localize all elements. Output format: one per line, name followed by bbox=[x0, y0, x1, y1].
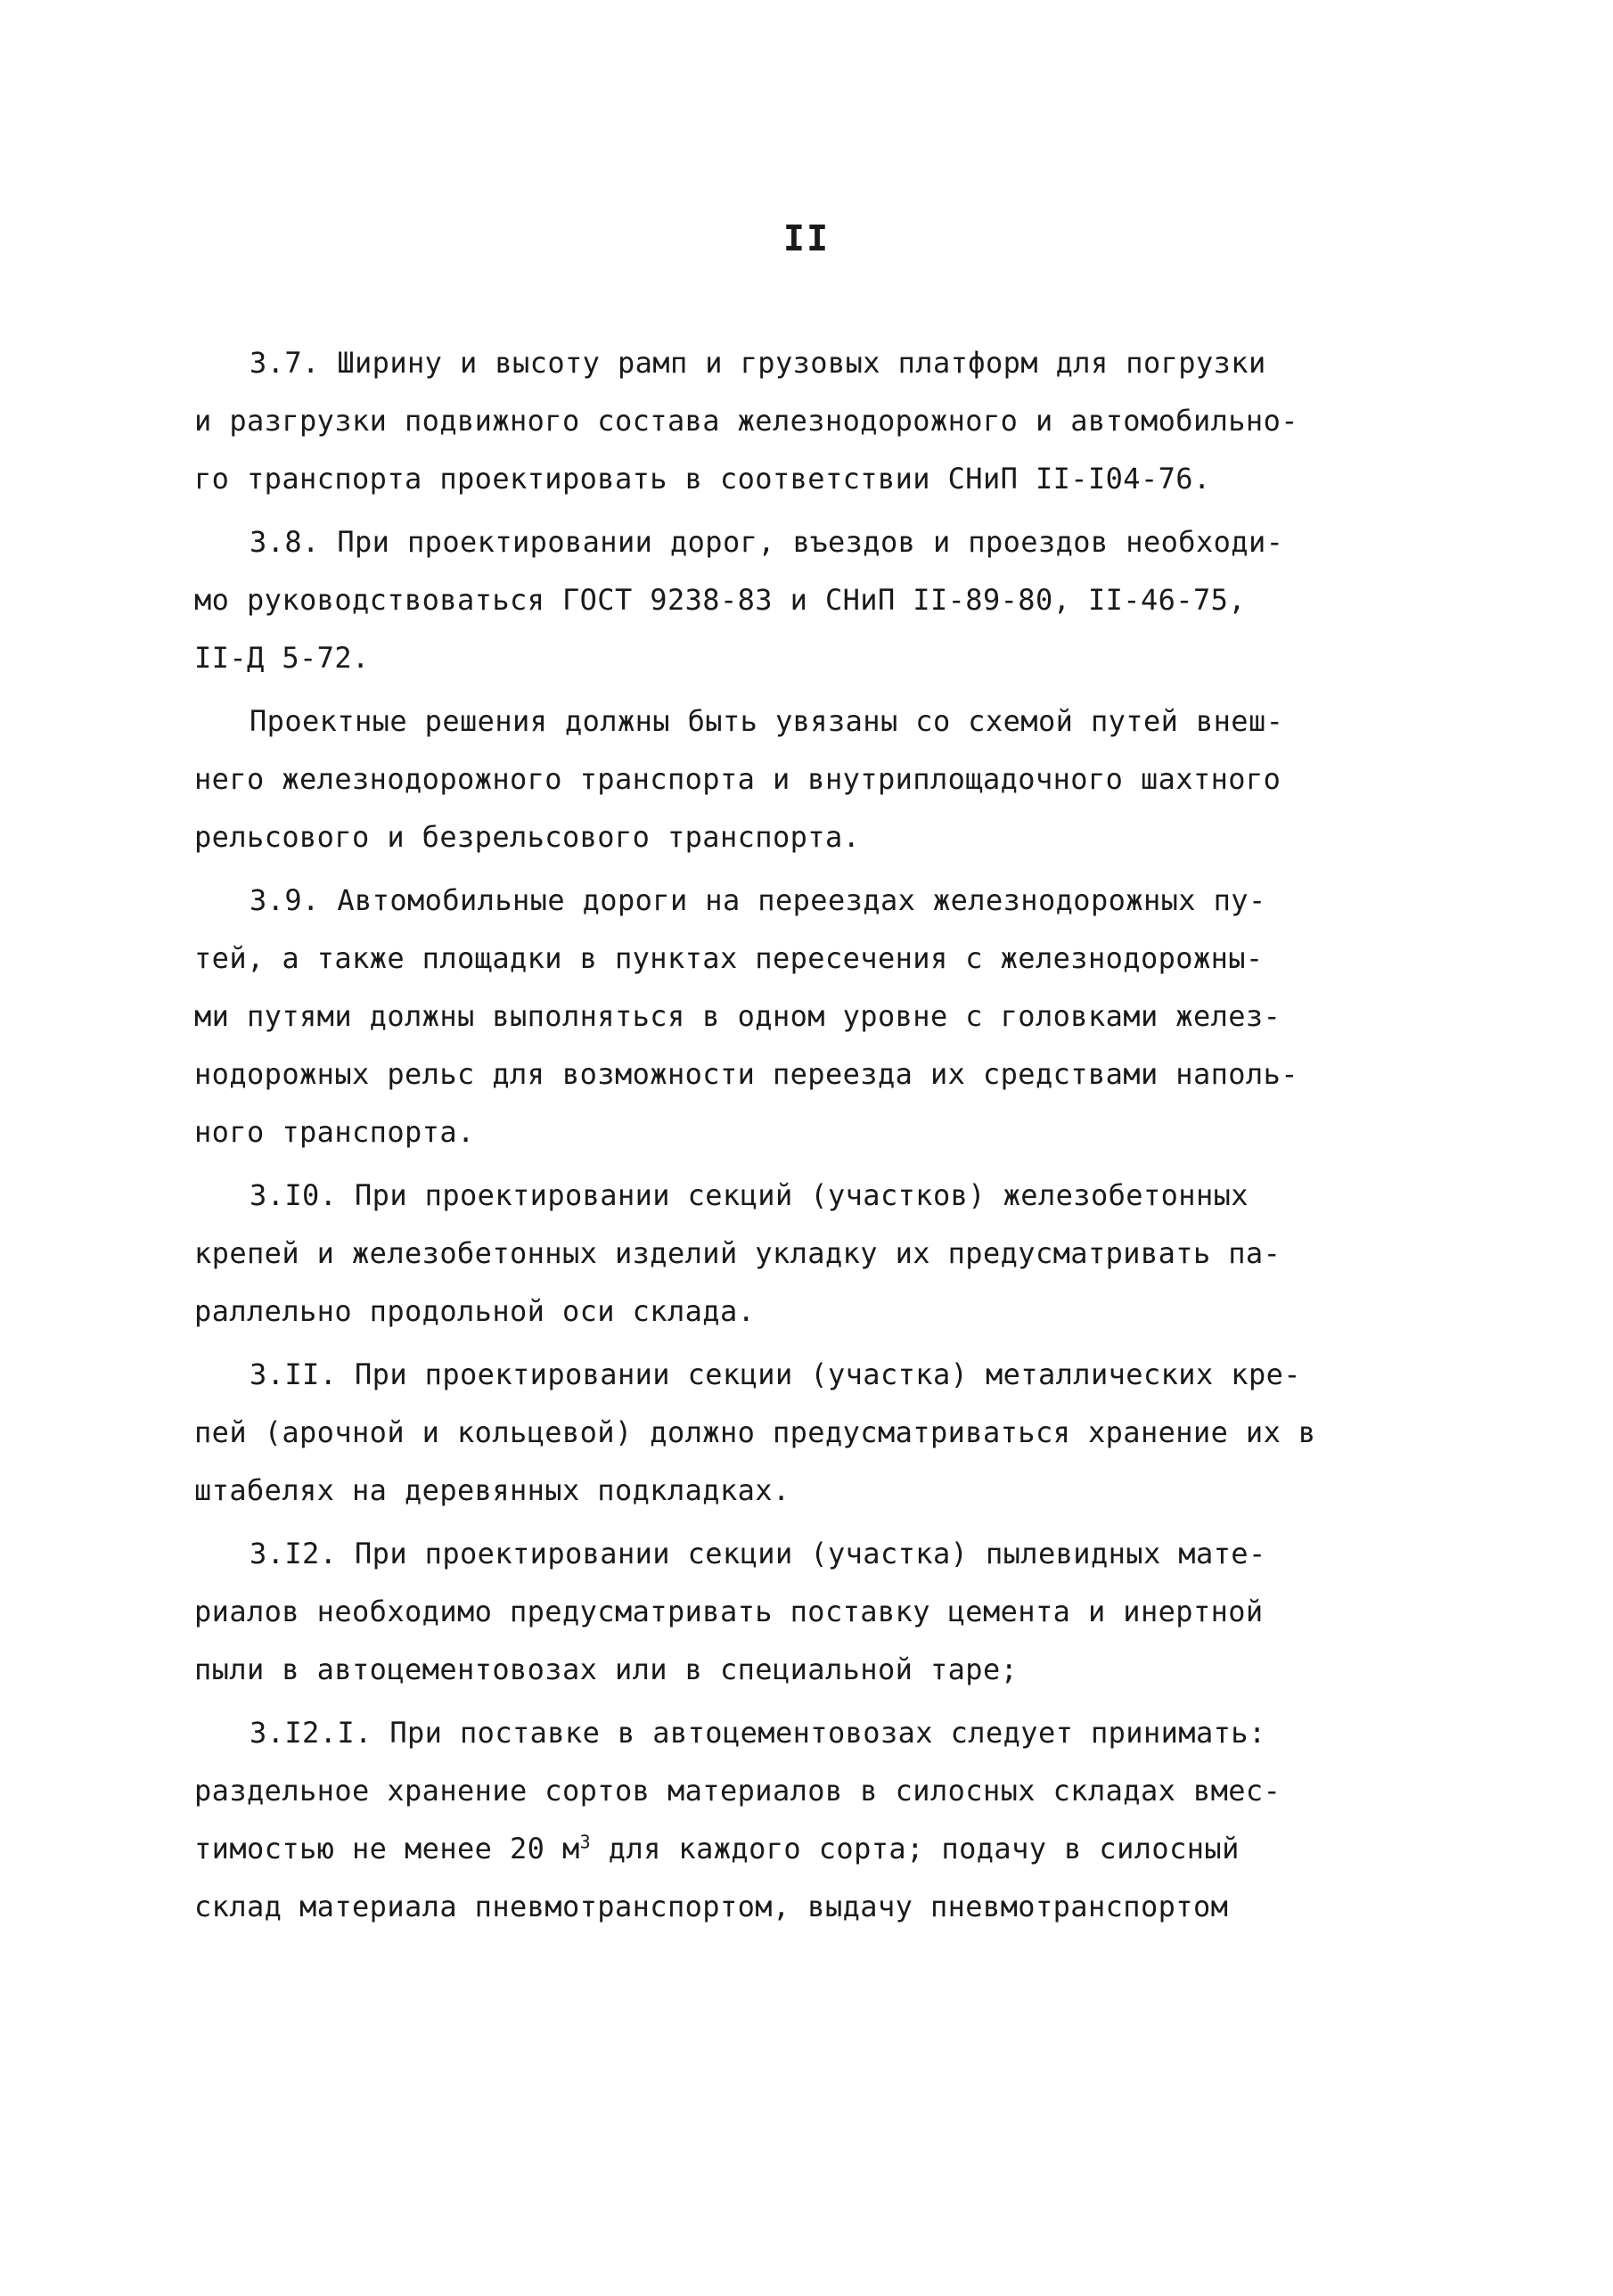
paragraph-3-12-line-1: 3.I2. При проектировании секции (участка) пылевидных мате- bbox=[250, 1537, 1266, 1570]
paragraph-3-12-1-line-3 bbox=[194, 1820, 1380, 1878]
paragraph-3-7-line-2: и разгрузки подвижного состава железнодорожного и автомобильно- bbox=[194, 404, 1298, 438]
paragraph-3-10-line-3: раллельно продольной оси склада. bbox=[194, 1294, 756, 1328]
paragraph-3-12-1-line-1: 3.I2.I. При поставке в автоцементовозах следует принимать: bbox=[250, 1716, 1266, 1750]
page-number: II bbox=[782, 218, 831, 259]
paragraph-3-7-line-1: 3.7. Ширину и высоту рамп и грузовых платформ для погрузки bbox=[250, 346, 1266, 380]
paragraph-3-9-line-5: ного транспорта. bbox=[194, 1115, 475, 1149]
superscript-cubic: 3 bbox=[579, 1831, 592, 1853]
paragraph-design-line-2: него железнодорожного транспорта и внутриплощадочного шахтного bbox=[194, 762, 1281, 796]
paragraph-3-8-line-1: 3.8. При проектировании дорог, въездов и проездов необходи- bbox=[250, 525, 1284, 559]
paragraph-3-12-line-3: пыли в автоцементовозах или в специальной таре; bbox=[194, 1652, 1019, 1686]
paragraph-3-11-line-1: 3.II. При проектировании секции (участка) металлических кре- bbox=[250, 1357, 1301, 1391]
paragraph-3-8-line-3: II-Д 5-72. bbox=[194, 641, 370, 675]
paragraph-3-12-1-line-4: склад материала пневмотранспортом, выдачу пневмотранспортом bbox=[194, 1890, 1229, 1923]
paragraph-3-10-line-2: крепей и железобетонных изделий укладку их предусматривать па- bbox=[194, 1236, 1281, 1270]
paragraph-3-9-line-1: 3.9. Автомобильные дороги на переездах железнодорожных пу- bbox=[250, 883, 1266, 917]
paragraph-3-9-line-4: нодорожных рельс для возможности переезда их средствами наполь- bbox=[194, 1057, 1298, 1091]
paragraph-3-7-line-3: го транспорта проектировать в соответствии СНиП II-I04-76. bbox=[194, 462, 1211, 496]
paragraph-design-line-3: рельсового и безрельсового транспорта. bbox=[194, 820, 861, 854]
line-text-end: для каждого сорта; подачу в силосный bbox=[591, 1832, 1240, 1866]
paragraph-3-8-line-2: мо руководствоваться ГОСТ 9238-83 и СНиП II-89-80, II-46-75, bbox=[194, 583, 1246, 617]
paragraph-3-12-1-line-2: раздельное хранение сортов материалов в силосных складах вмес- bbox=[194, 1774, 1281, 1808]
paragraph-3-9-line-2: тей, а также площадки в пунктах пересечения с железнодорожны- bbox=[194, 941, 1264, 975]
document-body bbox=[194, 334, 1380, 1936]
paragraph-3-9-line-3: ми путями должны выполняться в одном уровне с головками желез- bbox=[194, 999, 1281, 1033]
paragraph-3-11-line-2: пей (арочной и кольцевой) должно предусматриваться хранение их в bbox=[194, 1415, 1316, 1449]
paragraph-3-12-line-2: риалов необходимо предусматривать поставку цемента и инертной bbox=[194, 1595, 1264, 1628]
line-text-start: тимостью не менее 20 м bbox=[194, 1832, 580, 1866]
paragraph-3-11-line-3: штабелях на деревянных подкладках. bbox=[194, 1473, 790, 1507]
paragraph-design-line-1: Проектные решения должны быть увязаны со схемой путей внеш- bbox=[250, 704, 1284, 738]
paragraph-3-10-line-1: 3.I0. При проектировании секций (участков) железобетонных bbox=[250, 1178, 1249, 1212]
